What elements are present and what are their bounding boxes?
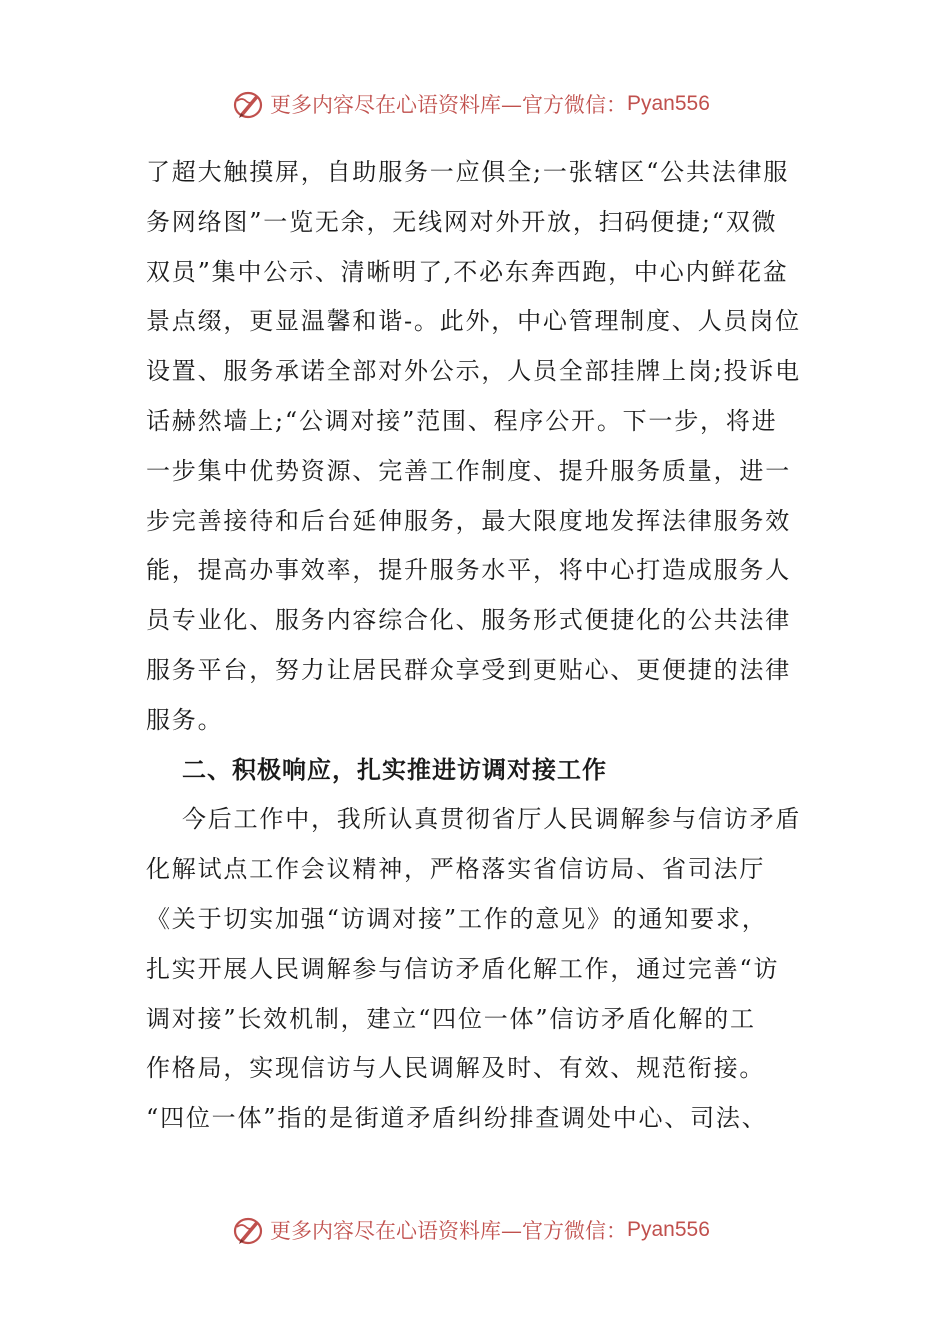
text-line: 步完善接待和后台延伸服务，最大限度地发挥法律服务效 (146, 506, 791, 535)
text-line: 调对接”长效机制，建立“四位一体”信访矛盾化解的工 (146, 1004, 756, 1033)
text-line: 双员”集中公示、清晰明了,不必东奔西跑，中心内鲜花盆 (146, 257, 789, 286)
text-line: 一步集中优势资源、完善工作制度、提升服务质量，进一 (146, 456, 791, 485)
pen-logo-icon (232, 87, 266, 121)
text-line: 扎实开展人民调解参与信访矛盾化解工作，通过完善“访 (146, 954, 780, 983)
paragraph-continuation (146, 148, 806, 746)
watermark-wechat-id: Pyan556 (627, 1218, 710, 1241)
section-heading: 二、积极响应，扎实推进访调对接工作 (182, 755, 607, 784)
text-line: 设置、服务承诺全部对外公示，人员全部挂牌上岗;投诉电 (146, 357, 801, 386)
watermark-wechat-id: Pyan556 (627, 92, 710, 115)
text-line: 化解试点工作会议精神，严格落实省信访局、省司法厅 (146, 855, 766, 884)
text-line: 景点缀，更显温馨和谐-。此外，中心管理制度、人员岗位 (146, 307, 801, 336)
text-line: 能，提高办事效率，提升服务水平，将中心打造成服务人 (146, 556, 791, 585)
footer-watermark (232, 1210, 710, 1250)
header-watermark (232, 84, 710, 124)
text-line: 服务。 (146, 705, 224, 734)
text-line: “四位一体”指的是街道矛盾纠纷排查调处中心、司法、 (146, 1104, 768, 1133)
watermark-text: 更多内容尽在心语资料库—官方微信： (270, 1219, 627, 1243)
text-line: 今后工作中，我所认真贯彻省厅人民调解参与信访矛盾 (182, 805, 802, 834)
paragraph-section-two (146, 795, 806, 1144)
pen-logo-icon (232, 1213, 266, 1247)
text-line: 务网络图”一览无余，无线网对外开放，扫码便捷;“双微 (146, 207, 778, 236)
text-line: 了超大触摸屏，自助服务一应俱全;一张辖区“公共法律服 (146, 158, 790, 186)
document-body (146, 148, 806, 1144)
text-line: 《关于切实加强“访调对接”工作的意见》的通知要求， (146, 904, 768, 933)
text-line: 员专业化、服务内容综合化、服务形式便捷化的公共法律 (146, 606, 791, 635)
text-line: 服务平台，努力让居民群众享受到更贴心、更便捷的法律 (146, 655, 791, 684)
watermark-text: 更多内容尽在心语资料库—官方微信： (270, 93, 627, 117)
text-line: 作格局，实现信访与人民调解及时、有效、规范衔接。 (146, 1054, 766, 1083)
text-line: 话赫然墙上;“公调对接”范围、程序公开。下一步，将进 (146, 406, 778, 435)
